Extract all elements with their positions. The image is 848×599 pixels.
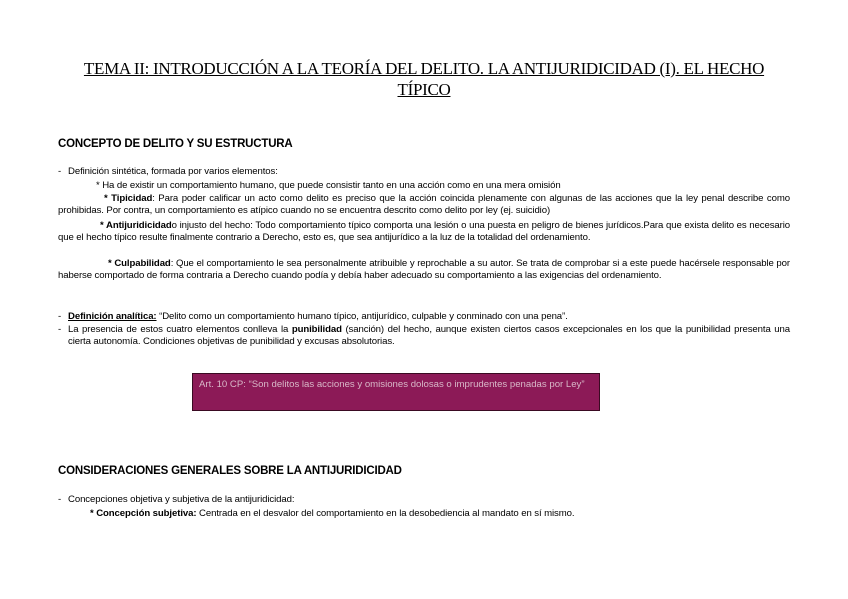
article-quote-box [192,373,600,411]
punibilidad-text-b: (sanción) del hecho, aunque existen ciertos casos excepcionales en los que la punibilidad presenta una cierta autonomía. Condiciones objetivas de punibilidad y excusas absolutorias. [68,324,790,348]
bullet-dash: - [58,311,62,322]
bullet-dash: - [58,166,62,177]
concepcion-subjetiva-label: * Concepción subjetiva: [90,508,197,519]
section-heading-concepto: CONCEPTO DE DELITO Y SU ESTRUCTURA [58,138,293,150]
antijuridicidad-text: o injusto del hecho: Todo comportamiento típico comporta una lesión o una puesta en peligro de bienes jurídicos.Para que exista delito es necesario que el hecho típico resulte finalmente contrario a Derecho, esto es, que sea antijurídico a la luz de la totalidad del ordenamiento. [58,220,790,244]
bullet-dash: - [58,324,62,335]
definicion-analitica [68,311,568,323]
definicion-analitica-text: “Delito como un comportamiento humano típico, antijurídico, culpable y conminado con una pena”. [156,311,568,322]
definicion-analitica-label: Definición analítica: [68,311,157,322]
concepcion-subjetiva [90,508,574,520]
punibilidad-paragraph [68,324,790,348]
article-quote-text: Art. 10 CP: “Son delitos las acciones y omisiones dolosas o imprudentes penadas por Ley” [199,379,585,390]
culpabilidad-text: : Que el comportamiento le sea personalmente atribuible y reprochable a su autor. Se trata de comprobar si a este puede hacérsele responsable por haberse comportado de forma contraria a Derecho cuando podía y debía haber adecuado su comportamiento a las exigencias del ordenamiento. [58,258,791,282]
section-heading-antijuridicidad: CONSIDERACIONES GENERALES SOBRE LA ANTIJURIDICIDAD [58,465,402,477]
concepciones-text: Concepciones objetiva y subjetiva de la antijuridicidad: [68,494,295,505]
list-item-comportamiento: * Ha de existir un comportamiento humano, que puede consistir tanto en una acción como en una mera omisión [96,180,561,191]
concepcion-subjetiva-text: Centrada en el desvalor del comportamiento en la desobediencia al mandato en sí mismo. [196,508,575,519]
tipicidad-text: : Para poder calificar un acto como delito es preciso que la acción coincida plenamente con algunas de las acciones que la ley penal describe como prohibidas. Por contra, un comportamiento es atípico cuando no se encuentra descrito como delito por ley (ej. suicidio) [58,193,790,217]
page-title: TEMA II: INTRODUCCIÓN A LA TEORÍA DEL DELITO. LA ANTIJURIDICIDAD (I). EL HECHO TÍPICO [83,59,765,99]
list-item-tipicidad [58,193,790,217]
punibilidad-bold: punibilidad [291,324,342,335]
definicion-sintetica: Definición sintética, formada por varios elementos: [68,166,278,177]
list-item-culpabilidad [58,258,790,282]
antijuridicidad-label: * Antijuridicidad [100,220,172,231]
punibilidad-text-a: La presencia de estos cuatro elementos conlleva la [68,324,292,335]
list-item-antijuridicidad [58,220,790,244]
bullet-dash: - [58,494,62,505]
tipicidad-label: * Tipicidad [104,193,153,204]
culpabilidad-label: * Culpabilidad [108,258,171,269]
